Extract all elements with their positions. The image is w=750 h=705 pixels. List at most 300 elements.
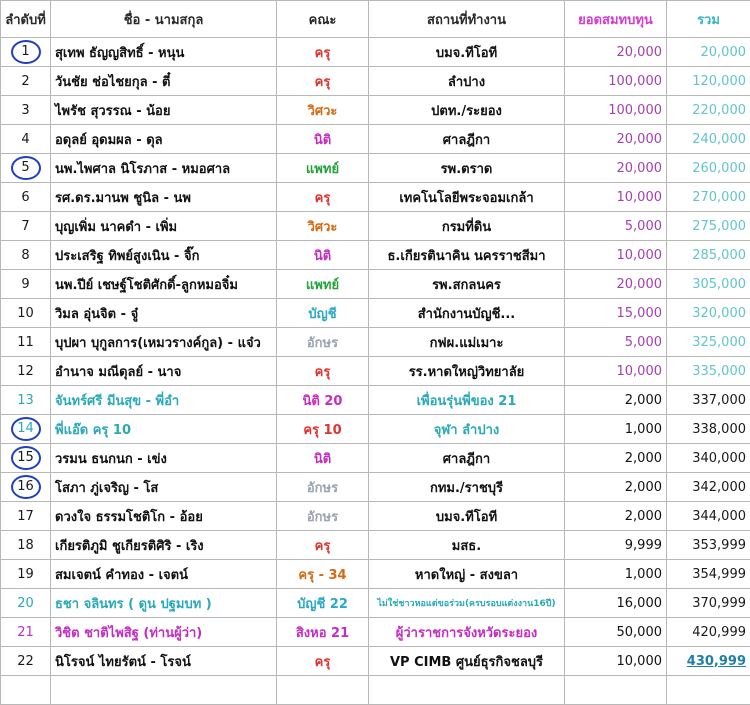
- name-cell: [51, 270, 277, 299]
- workplace-cell: [369, 270, 565, 299]
- workplace-cell-text: ลำปาง: [448, 75, 485, 90]
- amount-cell: [565, 444, 667, 473]
- empty-cell: [565, 676, 667, 705]
- table-row: [1, 212, 750, 241]
- faculty-cell-text: บัญชี: [308, 307, 336, 322]
- circled-rank: 14: [11, 417, 41, 441]
- amount-cell: [565, 560, 667, 589]
- amount-cell-text: 15,000: [617, 306, 663, 321]
- total-cell-text: 240,000: [692, 132, 746, 147]
- amount-cell-text: 1,000: [625, 422, 662, 437]
- faculty-cell-text: นิติ: [314, 452, 331, 467]
- total-cell: [667, 328, 750, 357]
- empty-cell: [277, 676, 369, 705]
- name-cell: [51, 415, 277, 444]
- workplace-cell: [369, 96, 565, 125]
- name-cell-text: บุปผา บุกูลการ(เหมวรางค์กูล) - แจ๋ว: [55, 336, 261, 351]
- table-row: [1, 589, 750, 618]
- total-cell-text: 275,000: [692, 219, 746, 234]
- faculty-cell-text: สิงหอ 21: [296, 626, 349, 641]
- faculty-cell-text: นิติ: [314, 133, 331, 148]
- total-cell-text: 20,000: [701, 45, 747, 60]
- amount-cell-text: 2,000: [625, 509, 662, 524]
- workplace-cell: [369, 560, 565, 589]
- total-cell: [667, 125, 750, 154]
- name-cell: [51, 531, 277, 560]
- name-cell: [51, 444, 277, 473]
- faculty-cell-text: ครุ: [315, 655, 331, 670]
- rank-cell: [1, 647, 51, 676]
- table-row: [1, 647, 750, 676]
- workplace-cell: [369, 415, 565, 444]
- workplace-cell-text: มสธ.: [452, 539, 481, 554]
- table-row: [1, 618, 750, 647]
- header-workplace: สถานที่ทำงาน: [369, 1, 565, 38]
- amount-cell: [565, 357, 667, 386]
- amount-cell-text: 1,000: [625, 567, 662, 582]
- rank-cell-text: 21: [17, 625, 34, 640]
- total-cell-text: 270,000: [692, 190, 746, 205]
- rank-cell: [1, 328, 51, 357]
- name-cell-text: อดุลย์ อุดมผล - ดุล: [55, 133, 163, 148]
- name-cell-text: บุญเพิ่ม นาคดำ - เพิ่ม: [55, 220, 177, 235]
- workplace-cell-text: ปตท./ระยอง: [431, 104, 502, 119]
- workplace-cell-text: ไม่ใช่ชาวหอแต่ขอร่วม(ครบรอบแต่งงาน16ปี): [377, 599, 555, 609]
- total-cell: [667, 560, 750, 589]
- rank-cell: [1, 357, 51, 386]
- rank-cell: [1, 473, 51, 502]
- circled-rank: 16: [11, 475, 41, 499]
- workplace-cell: [369, 241, 565, 270]
- table-row: [1, 154, 750, 183]
- name-cell: [51, 647, 277, 676]
- name-cell: [51, 589, 277, 618]
- total-cell-text: 337,000: [692, 393, 746, 408]
- workplace-cell-text: ศาลฎีกา: [443, 133, 490, 148]
- faculty-cell: [277, 270, 369, 299]
- amount-cell: [565, 473, 667, 502]
- workplace-cell: [369, 502, 565, 531]
- amount-cell: [565, 183, 667, 212]
- amount-cell-text: 10,000: [617, 190, 663, 205]
- amount-cell-text: 9,999: [625, 538, 662, 553]
- name-cell: [51, 299, 277, 328]
- workplace-cell-text: บมจ.ทีโอที: [436, 510, 497, 525]
- rank-cell-text: 13: [17, 393, 34, 408]
- faculty-cell-text: ครุ: [315, 539, 331, 554]
- name-cell-text: สุเทพ ธัญญสิทธิ์ - หนุน: [55, 46, 184, 61]
- workplace-cell-text: กฟผ.แม่เมาะ: [430, 336, 504, 351]
- workplace-cell-text: เทคโนโลยีพระจอมเกล้า: [399, 191, 533, 206]
- workplace-cell: [369, 38, 565, 67]
- name-cell: [51, 328, 277, 357]
- faculty-cell: [277, 647, 369, 676]
- name-cell: [51, 125, 277, 154]
- rank-cell: [1, 444, 51, 473]
- workplace-cell: [369, 183, 565, 212]
- faculty-cell: [277, 125, 369, 154]
- name-cell: [51, 618, 277, 647]
- faculty-cell-text: ครุ: [315, 365, 331, 380]
- name-cell-text: รศ.ดร.มานพ ชูนิล - นพ: [55, 191, 191, 206]
- amount-cell: [565, 125, 667, 154]
- total-cell-text: 335,000: [692, 364, 746, 379]
- total-cell: [667, 357, 750, 386]
- amount-cell: [565, 154, 667, 183]
- rank-cell: [1, 270, 51, 299]
- total-cell-text: 325,000: [692, 335, 746, 350]
- workplace-cell: [369, 618, 565, 647]
- faculty-cell-text: อักษร: [307, 510, 338, 525]
- amount-cell-text: 2,000: [625, 451, 662, 466]
- table-row: [1, 299, 750, 328]
- table-row: [1, 444, 750, 473]
- total-cell-text: 354,999: [692, 567, 746, 582]
- faculty-cell-text: ครุ: [315, 191, 331, 206]
- rank-cell: [1, 415, 51, 444]
- name-cell-text: นพ.ไพศาล นิโรภาส - หมอศาล: [55, 162, 230, 177]
- name-cell: [51, 357, 277, 386]
- workplace-cell: [369, 444, 565, 473]
- name-cell-text: ดวงใจ ธรรมโชติโก - อ้อย: [55, 510, 203, 525]
- faculty-cell-text: อักษร: [307, 336, 338, 351]
- workplace-cell-text: กทม./ราชบุรี: [430, 481, 503, 496]
- total-cell-text: 120,000: [692, 74, 746, 89]
- workplace-cell-text: รพ.สกลนคร: [432, 278, 501, 293]
- faculty-cell-text: ครุ: [315, 46, 331, 61]
- name-cell-text: นิโรจน์ ไทยรัตน์ - โรจน์: [55, 655, 191, 670]
- empty-cell: [667, 676, 750, 705]
- name-cell: [51, 38, 277, 67]
- faculty-cell: [277, 96, 369, 125]
- workplace-cell-text: ผู้ว่าราชการจังหวัดระยอง: [396, 626, 538, 641]
- total-cell-text: 220,000: [692, 103, 746, 118]
- workplace-cell: [369, 357, 565, 386]
- faculty-cell: [277, 241, 369, 270]
- faculty-cell: [277, 415, 369, 444]
- total-cell: [667, 299, 750, 328]
- workplace-cell: [369, 154, 565, 183]
- name-cell: [51, 67, 277, 96]
- workplace-cell-text: บมจ.ทีโอที: [436, 46, 497, 61]
- empty-cell: [369, 676, 565, 705]
- rank-cell-text: 18: [17, 538, 34, 553]
- total-cell-text: 420,999: [692, 625, 746, 640]
- table-row: [1, 502, 750, 531]
- name-cell-text: วรมน ธนกนก - เข่ง: [55, 452, 167, 467]
- name-cell-text: พี่แอ๊ด ครุ 10: [55, 423, 131, 438]
- table-row: [1, 241, 750, 270]
- total-cell-text: 353,999: [692, 538, 746, 553]
- circled-rank: 1: [11, 40, 41, 64]
- amount-cell: [565, 299, 667, 328]
- name-cell-text: วิชิต ชาติไพสิฐ (ท่านผู้ว่า): [55, 626, 202, 641]
- rank-cell-text: 10: [17, 306, 34, 321]
- total-cell: [667, 183, 750, 212]
- workplace-cell: [369, 473, 565, 502]
- amount-cell-text: 20,000: [617, 45, 663, 60]
- workplace-cell-text: ศาลฎีกา: [443, 452, 490, 467]
- amount-cell-text: 10,000: [617, 364, 663, 379]
- workplace-cell: [369, 212, 565, 241]
- amount-cell: [565, 531, 667, 560]
- header-name: ชื่อ - นามสกุล: [51, 1, 277, 38]
- total-cell: [667, 386, 750, 415]
- total-cell: [667, 618, 750, 647]
- amount-cell-text: 20,000: [617, 277, 663, 292]
- faculty-cell-text: ครุ - 34: [298, 568, 346, 583]
- total-cell-text: 260,000: [692, 161, 746, 176]
- name-cell-text: โสภา ภู่เจริญ - โส: [55, 481, 158, 496]
- name-cell: [51, 212, 277, 241]
- table-row: [1, 38, 750, 67]
- total-cell: [667, 531, 750, 560]
- workplace-cell: [369, 67, 565, 96]
- name-cell: [51, 502, 277, 531]
- rank-cell-text: 9: [21, 277, 29, 292]
- total-cell-text: 320,000: [692, 306, 746, 321]
- faculty-cell: [277, 618, 369, 647]
- amount-cell: [565, 386, 667, 415]
- workplace-cell-text: ธ.เกียรตินาคิน นครราชสีมา: [388, 249, 546, 264]
- amount-cell: [565, 270, 667, 299]
- workplace-cell-text: หาดใหญ่ - สงขลา: [415, 568, 518, 583]
- total-cell-text: 340,000: [692, 451, 746, 466]
- faculty-cell-text: บัญชี 22: [297, 597, 348, 612]
- amount-cell-text: 50,000: [617, 625, 663, 640]
- name-cell: [51, 560, 277, 589]
- table-row: [1, 67, 750, 96]
- header-faculty: คณะ: [277, 1, 369, 38]
- faculty-cell: [277, 589, 369, 618]
- faculty-cell: [277, 154, 369, 183]
- workplace-cell-text: กรมที่ดิน: [442, 220, 491, 235]
- rank-cell-text: 12: [17, 364, 34, 379]
- total-cell-text: 344,000: [692, 509, 746, 524]
- table-row: [1, 357, 750, 386]
- name-cell: [51, 96, 277, 125]
- name-cell-text: อำนาจ มณีดุลย์ - นาจ: [55, 365, 181, 380]
- faculty-cell: [277, 183, 369, 212]
- total-cell-text: 370,999: [692, 596, 746, 611]
- table-row: [1, 473, 750, 502]
- table-row: [1, 270, 750, 299]
- total-cell: [667, 473, 750, 502]
- rank-cell: [1, 618, 51, 647]
- total-cell-text: 338,000: [692, 422, 746, 437]
- faculty-cell: [277, 444, 369, 473]
- table-row: [1, 183, 750, 212]
- name-cell: [51, 154, 277, 183]
- total-cell: [667, 589, 750, 618]
- amount-cell-text: 20,000: [617, 161, 663, 176]
- rank-cell-text: 20: [17, 596, 34, 611]
- amount-cell-text: 5,000: [625, 335, 662, 350]
- table-row: [1, 96, 750, 125]
- total-cell: [667, 154, 750, 183]
- faculty-cell: [277, 212, 369, 241]
- total-cell-text: 305,000: [692, 277, 746, 292]
- total-cell: [667, 502, 750, 531]
- table-row: [1, 328, 750, 357]
- rank-cell: [1, 67, 51, 96]
- table-row: [1, 415, 750, 444]
- circled-rank: 15: [11, 446, 41, 470]
- faculty-cell-text: แพทย์: [306, 278, 339, 293]
- amount-cell: [565, 328, 667, 357]
- total-cell: [667, 270, 750, 299]
- rank-cell: [1, 531, 51, 560]
- amount-cell: [565, 241, 667, 270]
- workplace-cell: [369, 328, 565, 357]
- header-rank: ลำดับที่: [1, 1, 51, 38]
- amount-cell: [565, 415, 667, 444]
- name-cell: [51, 386, 277, 415]
- amount-cell: [565, 67, 667, 96]
- workplace-cell: [369, 647, 565, 676]
- rank-cell-text: 22: [17, 654, 34, 669]
- header-total: รวม: [667, 1, 750, 38]
- total-cell: [667, 415, 750, 444]
- amount-cell-text: 10,000: [617, 248, 663, 263]
- empty-row: [1, 676, 750, 705]
- total-cell: [667, 647, 750, 676]
- faculty-cell: [277, 386, 369, 415]
- amount-cell-text: 10,000: [617, 654, 663, 669]
- amount-cell-text: 2,000: [625, 480, 662, 495]
- workplace-cell: [369, 589, 565, 618]
- rank-cell: [1, 96, 51, 125]
- workplace-cell: [369, 386, 565, 415]
- workplace-cell-text: รพ.ตราด: [441, 162, 493, 177]
- workplace-cell-text: VP CIMB ศูนย์ธุรกิจชลบุรี: [390, 655, 543, 670]
- amount-cell: [565, 589, 667, 618]
- workplace-cell-text: จุฬา ลำปาง: [434, 423, 500, 438]
- table-row: [1, 125, 750, 154]
- rank-cell: [1, 589, 51, 618]
- rank-cell: [1, 299, 51, 328]
- total-cell-text: 285,000: [692, 248, 746, 263]
- total-cell: [667, 67, 750, 96]
- name-cell-text: สมเจตน์ คำทอง - เจตน์: [55, 568, 188, 583]
- rank-cell-text: 19: [17, 567, 34, 582]
- table-body: [1, 38, 750, 705]
- amount-cell: [565, 96, 667, 125]
- rank-cell: [1, 38, 51, 67]
- faculty-cell-text: ครุ: [315, 75, 331, 90]
- rank-cell-text: 7: [21, 219, 29, 234]
- total-cell: [667, 38, 750, 67]
- name-cell-text: วันชัย ช่อไชยกุล - ตี๋: [55, 75, 171, 90]
- rank-cell: [1, 241, 51, 270]
- workplace-cell-text: เพื่อนรุ่นพี่ของ 21: [417, 394, 517, 409]
- rank-cell: [1, 154, 51, 183]
- total-cell: [667, 444, 750, 473]
- rank-cell-text: 11: [17, 335, 34, 350]
- faculty-cell: [277, 357, 369, 386]
- rank-cell: [1, 502, 51, 531]
- rank-cell: [1, 212, 51, 241]
- workplace-cell: [369, 299, 565, 328]
- table-row: [1, 386, 750, 415]
- faculty-cell-text: อักษร: [307, 481, 338, 496]
- rank-cell: [1, 560, 51, 589]
- amount-cell-text: 20,000: [617, 132, 663, 147]
- faculty-cell-text: วิศวะ: [308, 104, 338, 119]
- name-cell-text: ธชา จลินทร ( ดูน ปฐมบท ): [55, 597, 212, 612]
- rank-cell: [1, 125, 51, 154]
- empty-cell: [51, 676, 277, 705]
- workplace-cell: [369, 531, 565, 560]
- faculty-cell-text: ครุ 10: [303, 423, 341, 438]
- amount-cell-text: 2,000: [625, 393, 662, 408]
- amount-cell-text: 5,000: [625, 219, 662, 234]
- total-cell-text: 430,999: [687, 654, 746, 669]
- faculty-cell: [277, 299, 369, 328]
- workplace-cell: [369, 125, 565, 154]
- workplace-cell-text: รร.หาดใหญ่วิทยาลัย: [409, 365, 525, 380]
- amount-cell-text: 100,000: [608, 74, 662, 89]
- total-cell: [667, 212, 750, 241]
- amount-cell: [565, 38, 667, 67]
- amount-cell-text: 100,000: [608, 103, 662, 118]
- faculty-cell-text: วิศวะ: [308, 220, 338, 235]
- rank-cell-text: 6: [21, 190, 29, 205]
- name-cell-text: นพ.ปีย์ เชษฐ์โชติศักดิ์-ลูกหมอจิ๋ม: [55, 278, 238, 293]
- name-cell-text: ไพรัช สุวรรณ - น้อย: [55, 104, 170, 119]
- faculty-cell-text: นิติ 20: [303, 394, 343, 409]
- faculty-cell: [277, 560, 369, 589]
- faculty-cell: [277, 328, 369, 357]
- table-row: [1, 531, 750, 560]
- amount-cell: [565, 502, 667, 531]
- header-row: [1, 1, 750, 38]
- faculty-cell: [277, 67, 369, 96]
- workplace-cell-text: สำนักงานบัญชี...: [418, 307, 516, 322]
- name-cell: [51, 183, 277, 212]
- circled-rank: 5: [11, 156, 41, 180]
- total-cell: [667, 241, 750, 270]
- name-cell-text: วิมล อุ่นจิต - จู๋: [55, 307, 138, 322]
- name-cell-text: เกียรติภูมิ ชูเกียรติศิริ - เริง: [55, 539, 204, 554]
- table-row: [1, 560, 750, 589]
- name-cell: [51, 473, 277, 502]
- rank-cell-text: 2: [21, 74, 29, 89]
- rank-cell: [1, 386, 51, 415]
- rank-cell-text: 8: [21, 248, 29, 263]
- faculty-cell-text: แพทย์: [306, 162, 339, 177]
- name-cell-text: ประเสริฐ ทิพย์สูงเนิน - จิ๊ก: [55, 249, 199, 264]
- faculty-cell: [277, 473, 369, 502]
- faculty-cell: [277, 38, 369, 67]
- faculty-cell: [277, 502, 369, 531]
- total-cell: [667, 96, 750, 125]
- amount-cell: [565, 647, 667, 676]
- amount-cell-text: 16,000: [617, 596, 663, 611]
- rank-cell-text: 4: [21, 132, 29, 147]
- rank-cell-text: 3: [21, 103, 29, 118]
- rank-cell: [1, 183, 51, 212]
- amount-cell: [565, 212, 667, 241]
- faculty-cell-text: นิติ: [314, 249, 331, 264]
- empty-cell: [1, 676, 51, 705]
- amount-cell: [565, 618, 667, 647]
- name-cell: [51, 241, 277, 270]
- name-cell-text: จันทร์ศรี มีนสุข - พี่อำ: [55, 394, 179, 409]
- total-cell-text: 342,000: [692, 480, 746, 495]
- rank-cell-text: 17: [17, 509, 34, 524]
- header-amount: ยอดสมทบทุน: [565, 1, 667, 38]
